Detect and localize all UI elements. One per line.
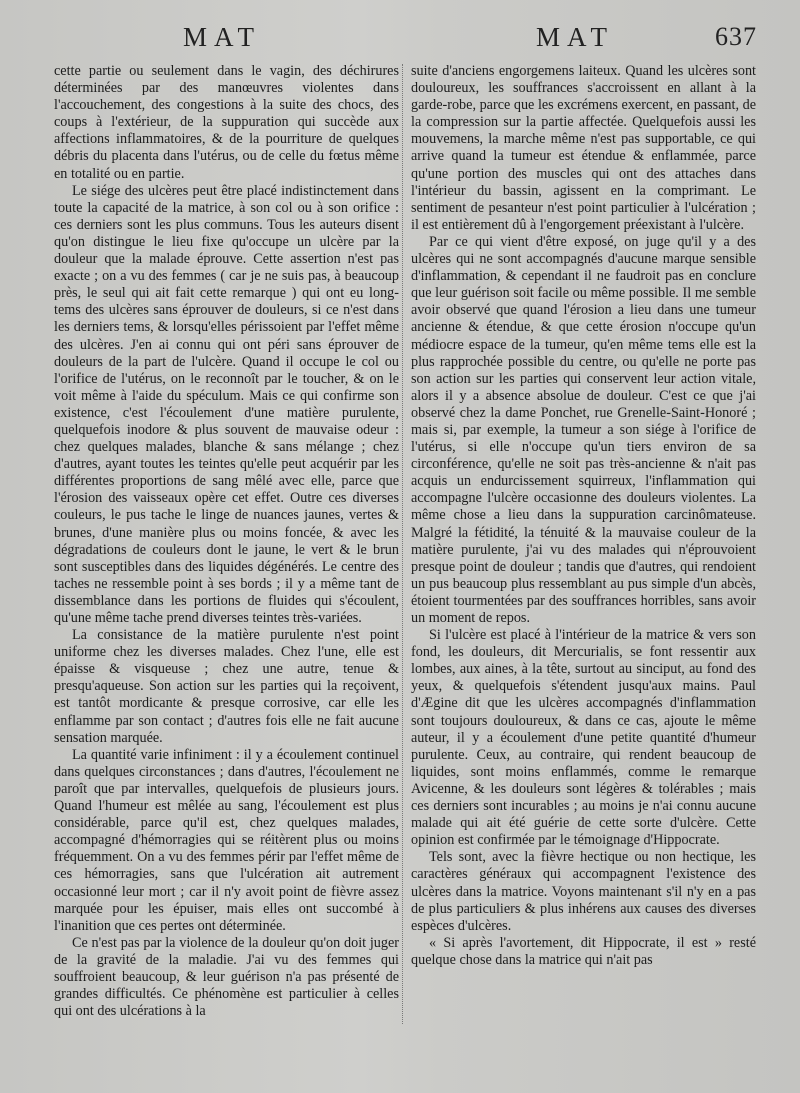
running-head-left: MAT	[183, 22, 262, 52]
page-number: 637	[715, 22, 757, 51]
column-divider	[402, 64, 403, 1024]
paragraph: Si l'ulcère est placé à l'intérieur de la matrice & vers son fond, les douleurs, dit Mercurialis, se font ressentir aux lombes, aux aines, à la tête, surtout au sinciput, au fond des yeux, & quelquefois s'étendent jusqu'aux mains. Paul d'Ægine dit que les ulcères accompagnés d'inflammation sont toujours douloureux, & dans ce cas, ajoute le même auteur, il y a écoulement d'une petite quantité d'humeur purulente. Ceux, au contraire, qui rendent beaucoup de liquides, sont moins enflammés, comme le remarque Avicenne, & les douleurs sont légères & tolérables ; mais ces derniers sont incurables ; au moins je n'ai connu aucune malade qui ait été guérie de cette sorte d'ulcère. Cette opinion est confirmée par le témoignage d'Hippocrate.	[411, 627, 756, 849]
paragraph: « Si après l'avortement, dit Hippocrate, il est » resté quelque chose dans la matrice qui n'ait pas	[411, 934, 756, 968]
paragraph: suite d'anciens engorgemens laiteux. Quand les ulcères sont douloureux, les souffrances s'accroissent en allant à la garde-robe, parce que les excrémens exercent, en passant, de la compression sur la partie affectée. Quelquefois aussi les mouvemens, la marche même n'est pas supportable, ce qui arrive quand la tumeur est étendue & enflammée, parce qu'une portion des muscles qui ont des attaches dans l'intérieur du bassin, agissent en la comprimant. Le sentiment de pesanteur n'est point particulier à l'ulcération ; il est entièrement dû à l'engorgement préexistant à l'ulcère.	[411, 63, 756, 233]
running-head-right: MAT	[536, 22, 615, 52]
right-column	[411, 63, 756, 969]
paragraph: Tels sont, avec la fièvre hectique ou non hectique, les caractères généraux qui accompagnent l'existence des ulcères dans la matrice. Voyons maintenant s'il n'y en a pas de plus particuliers & plus inhérens aux causes des diverses espèces d'ulcères.	[411, 849, 756, 934]
left-column	[54, 63, 399, 1020]
paragraph: Par ce qui vient d'être exposé, on juge qu'il y a des ulcères qui ne sont accompagnés d'aucune marque sensible d'inflammation, & cependant il ne faudroit pas en conclure que leur guérison soit facile ou même possible. Il me semble avoir observé que quand l'érosion a lieu dans une tumeur ancienne & étendue, & que cette érosion n'occupe qu'un médiocre espace de la tumeur, qu'en même tems elle est la plus rapprochée possible du centre, ou qu'elle ne porte pas son action sur les parties qui conservent leur action vitale, alors il y a absence absolue de douleur. C'est ce que j'ai observé chez la dame Ponchet, rue Grenelle-Saint-Honoré ; mais si, par exemple, la tumeur a son siége à l'orifice de l'utérus, si elle n'occupe qu'un tiers environ de sa circonférence, qu'elle ne soit pas très-ancienne & n'ait pas acquis un endurcissement squirreux, l'inflammation qui accompagne l'ulcère occasionne des douleurs violentes. La même chose a lieu dans la suppuration carcinômateuse. Malgré la fétidité, la ténuité & la mauvaise couleur de la matière purulente, j'ai vu des malades qui n'éprouvoient presque point de douleur ; tandis que d'autres, qui rendoient un pus beaucoup plus ressemblant au pus simple d'un abcès, étoient tourmentées par des souffrances horribles, sans avoir un moment de repos.	[411, 233, 756, 626]
paragraph: cette partie ou seulement dans le vagin, des déchirures déterminées par des manœuvres violentes dans l'accouchement, des congestions à la suite des chocs, des coups à l'extérieur, de la suppuration qui succède aux affections inflammatoires, & de la pourriture de quelques débris du placenta dans l'utérus, ou de celle du fœtus même en totalité ou en partie.	[54, 63, 399, 182]
paragraph: La consistance de la matière purulente n'est point uniforme chez les diverses malades. Chez l'une, elle est épaisse & visqueuse ; chez une autre, tenue & presqu'aqueuse. Son action sur les parties qui la reçoivent, est tantôt mordicante & presque corrosive, car elle les enflamme par son contact ; d'autres fois elle ne fait aucune sensation marquée.	[54, 627, 399, 746]
paragraph: La quantité varie infiniment : il y a écoulement continuel dans quelques circonstances ; dans d'autres, l'écoulement ne paroît que par intervalles, quelquefois de plusieurs jours. Quand l'humeur est mêlée au sang, l'écoulement est plus considérable, parce qu'il est, chez quelques malades, accompagné d'hémorragies qui se réitèrent plus ou moins fréquemment. On a vu des femmes périr par l'effet même de ces hémorragies, sans que l'ulcération ait autrement occasionné leur mort ; car il n'y avoit point de fièvre assez marquée pour les épuiser, mais elles ont succombé à l'inanition que ces pertes ont déterminée.	[54, 746, 399, 934]
paragraph: Le siége des ulcères peut être placé indistinctement dans toute la capacité de la matrice, à son col ou à son orifice : ces derniers sont les plus communs. Tous les auteurs disent qu'on distingue le lieu fixe qu'occupe un ulcère par la douleur que la malade éprouve. Cette assertion n'est pas exacte ; on a vu des femmes ( car je ne suis pas, à beaucoup près, le seul qui ait fait cette remarque ) qui ont eu long-tems des ulcères sans éprouver de douleurs, si ce n'est dans les derniers tems, & lorsqu'elles périssoient par l'effet même des ulcères. J'en ai connu qui ont péri sans éprouver de douleurs de la part de l'ulcère. Quand il occupe le col ou l'orifice de l'utérus, on le reconnoît par le toucher, & on le voit même à l'aide du spéculum. Mais ce qui confirme son existence, c'est l'écoulement d'une matière purulente, quelquefois inodore & plus souvent de mauvaise odeur : chez quelques malades, blanche & sans mélange ; chez d'autres, ayant toutes les teintes qu'elle peut acquérir par les différentes proportions de sang mêlé avec elle, parce que l'érosion des vaisseaux opère cet effet. Outre ces diverses couleurs, le pus tache le linge de nuances jaunes, vertes & brunes, d'une manière plus ou moins foncée, & avec les dégradations de couleurs dont le jaune, le vert & le brun sont susceptibles dans des liquides dégénérés. Le centre des taches ne ressemble point à ses bords ; il y a même tant de dissemblance dans les portions de fluides qui s'écoulent, qu'une même tache prend diverses teintes très-variées.	[54, 182, 399, 626]
paragraph: Ce n'est pas par la violence de la douleur qu'on doit juger de la gravité de la maladie. J'ai vu des femmes qui souffroient beaucoup, & leur guérison n'a pas présenté de grandes difficultés. Ce phénomène est particulier à celles qui ont des ulcérations à la	[54, 934, 399, 1020]
